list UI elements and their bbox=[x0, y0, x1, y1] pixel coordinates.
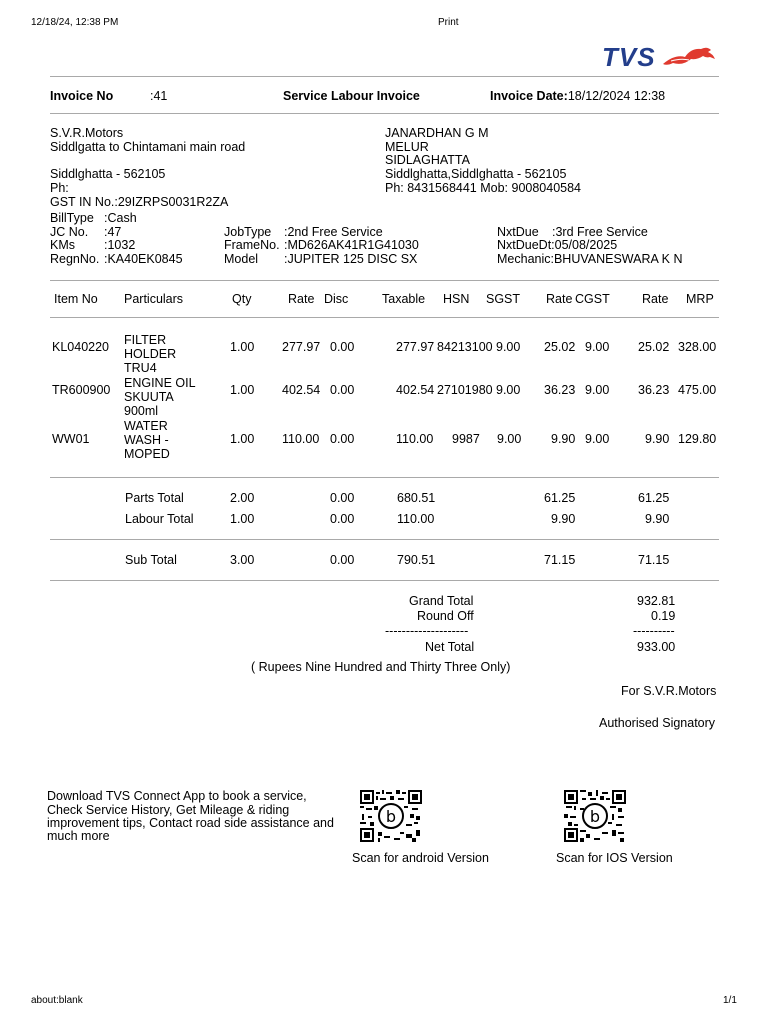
invoice-no-value: :41 bbox=[150, 89, 168, 103]
invoice-date-label: Invoice Date: bbox=[490, 89, 568, 103]
row-sgst: 9.00 bbox=[496, 383, 521, 397]
invoice-type: Service Labour Invoice bbox=[283, 89, 420, 103]
frame-value: :MD626AK41R1G41030 bbox=[284, 238, 419, 252]
nxtdue-label: NxtDue bbox=[497, 225, 539, 239]
row-rate: 402.54 bbox=[282, 383, 321, 397]
divider-table-header bbox=[50, 317, 719, 318]
customer-phone: Ph: 8431568441 Mob: 9008040584 bbox=[385, 181, 582, 195]
divider-table-bottom bbox=[50, 477, 719, 478]
row-rate: 110.00 bbox=[282, 432, 320, 446]
amount-in-words: ( Rupees Nine Hundred and Thirty Three Only) bbox=[251, 660, 511, 674]
summary-dash-right: ---------- bbox=[633, 624, 675, 638]
net-total-label: Net Total bbox=[425, 640, 475, 654]
labour-total-sgst: 9.90 bbox=[551, 512, 576, 526]
promo-line-2: Check Service History, Get Mileage & riding bbox=[47, 803, 290, 817]
sub-total-qty: 3.00 bbox=[230, 553, 255, 567]
th-sgst-rate: Rate bbox=[546, 292, 573, 306]
row-cgst-amt: 9.90 bbox=[645, 432, 670, 446]
authorised-signatory: Authorised Signatory bbox=[599, 716, 716, 730]
labour-total-cgst: 9.90 bbox=[645, 512, 670, 526]
promo-line-1: Download TVS Connect App to book a service, bbox=[47, 789, 307, 803]
row-qty: 1.00 bbox=[230, 432, 255, 446]
invoice-no-label: Invoice No bbox=[50, 89, 114, 103]
th-cgst-rate: Rate bbox=[642, 292, 669, 306]
tvs-logo bbox=[602, 42, 717, 73]
row-taxable: 277.97 bbox=[396, 340, 435, 354]
parts-total-cgst: 61.25 bbox=[638, 491, 670, 505]
th-taxable: Taxable bbox=[382, 292, 426, 306]
jobtype-label: JobType bbox=[224, 225, 272, 239]
parts-total-disc: 0.00 bbox=[330, 491, 355, 505]
row-rate: 277.97 bbox=[282, 340, 321, 354]
regn-label: RegnNo. bbox=[50, 252, 100, 266]
row-cgst: 9.00 bbox=[585, 432, 610, 446]
labour-total-taxable: 110.00 bbox=[397, 512, 435, 526]
parts-total-label: Parts Total bbox=[125, 491, 184, 505]
th-rate: Rate bbox=[288, 292, 315, 306]
row-sgst-amt: 9.90 bbox=[551, 432, 576, 446]
ios-qr-label: Scan for IOS Version bbox=[556, 851, 673, 865]
model-label: Model bbox=[224, 252, 259, 266]
row-cgst: 9.00 bbox=[585, 340, 610, 354]
row-mrp: 475.00 bbox=[678, 383, 717, 397]
row-sgst: 9.00 bbox=[496, 340, 521, 354]
seller-gst: GST IN No.:29IZRPS0031R2ZA bbox=[50, 195, 229, 209]
divider-subtotal bbox=[50, 539, 719, 540]
divider-summary bbox=[50, 580, 719, 581]
nxtdue-value: :3rd Free Service bbox=[552, 225, 648, 239]
row-mrp: 129.80 bbox=[678, 432, 717, 446]
tvs-logo-text: TVS bbox=[602, 42, 656, 72]
row-mrp: 328.00 bbox=[678, 340, 717, 354]
promo-line-4: much more bbox=[47, 829, 110, 843]
row-particulars-2: WASH - bbox=[124, 433, 169, 447]
row-sgst-amt: 36.23 bbox=[544, 383, 576, 397]
grand-total-label: Grand Total bbox=[409, 594, 474, 608]
row-disc: 0.00 bbox=[330, 432, 355, 446]
parts-total-sgst: 61.25 bbox=[544, 491, 576, 505]
row-particulars-2: HOLDER bbox=[124, 347, 177, 361]
row-hsn: 27101980 bbox=[437, 383, 493, 397]
print-page-number: 1/1 bbox=[723, 995, 737, 1006]
print-title: Print bbox=[438, 17, 459, 28]
labour-total-label: Labour Total bbox=[125, 512, 194, 526]
seller-address-2: Siddlghatta - 562105 bbox=[50, 167, 166, 181]
nxtduedt: NxtDueDt:05/08/2025 bbox=[497, 238, 618, 252]
row-disc: 0.00 bbox=[330, 340, 355, 354]
jcno-label: JC No. bbox=[50, 225, 89, 239]
billtype-label: BillType bbox=[50, 211, 94, 225]
jcno-value: :47 bbox=[104, 225, 122, 239]
print-url: about:blank bbox=[31, 995, 83, 1006]
th-sgst: SGST bbox=[486, 292, 521, 306]
row-qty: 1.00 bbox=[230, 340, 255, 354]
print-datetime: 12/18/24, 12:38 PM bbox=[31, 17, 119, 28]
row-cgst: 9.00 bbox=[585, 383, 610, 397]
th-particulars: Particulars bbox=[124, 292, 184, 306]
round-off-value: 0.19 bbox=[651, 609, 676, 623]
row-item: WW01 bbox=[52, 432, 90, 446]
invoice-date-value: 18/12/2024 12:38 bbox=[567, 89, 666, 103]
row-particulars-3: 900ml bbox=[124, 404, 159, 418]
regn-value: :KA40EK0845 bbox=[104, 252, 183, 266]
horse-icon bbox=[661, 44, 717, 70]
seller-address-1: Siddlgatta to Chintamani main road bbox=[50, 140, 246, 154]
labour-total-disc: 0.00 bbox=[330, 512, 355, 526]
model-value: :JUPITER 125 DISC SX bbox=[284, 252, 418, 266]
customer-address-2: SIDLAGHATTA bbox=[385, 153, 470, 167]
for-company: For S.V.R.Motors bbox=[621, 684, 717, 698]
th-item: Item No bbox=[54, 292, 98, 306]
th-mrp: MRP bbox=[686, 292, 714, 306]
sub-total-taxable: 790.51 bbox=[397, 553, 436, 567]
seller-name: S.V.R.Motors bbox=[50, 126, 124, 140]
sub-total-sgst: 71.15 bbox=[544, 553, 576, 567]
sub-total-label: Sub Total bbox=[125, 553, 177, 567]
jobtype-value: :2nd Free Service bbox=[284, 225, 383, 239]
sub-total-cgst: 71.15 bbox=[638, 553, 670, 567]
customer-address-1: MELUR bbox=[385, 140, 429, 154]
th-cgst: CGST bbox=[575, 292, 610, 306]
row-particulars-1: ENGINE OIL bbox=[124, 376, 196, 390]
row-item: TR600900 bbox=[52, 383, 111, 397]
seller-phone: Ph: bbox=[50, 181, 69, 195]
frame-label: FrameNo. bbox=[224, 238, 280, 252]
net-total-value: 933.00 bbox=[637, 640, 676, 654]
row-sgst: 9.00 bbox=[497, 432, 522, 446]
android-qr-label: Scan for android Version bbox=[352, 851, 489, 865]
row-hsn: 9987 bbox=[452, 432, 480, 446]
row-disc: 0.00 bbox=[330, 383, 355, 397]
billtype-value: :Cash bbox=[104, 211, 137, 225]
divider-table-top bbox=[50, 280, 719, 281]
parts-total-qty: 2.00 bbox=[230, 491, 255, 505]
summary-dash-left: -------------------- bbox=[385, 624, 469, 638]
row-item: KL040220 bbox=[52, 340, 110, 354]
row-sgst-amt: 25.02 bbox=[544, 340, 576, 354]
row-taxable: 110.00 bbox=[396, 432, 434, 446]
row-particulars-1: FILTER bbox=[124, 333, 167, 347]
th-qty: Qty bbox=[232, 292, 252, 306]
customer-address-3: Siddlghatta,Siddlghatta - 562105 bbox=[385, 167, 567, 181]
sub-total-disc: 0.00 bbox=[330, 553, 355, 567]
row-particulars-3: TRU4 bbox=[124, 361, 157, 375]
ios-qr-code-icon[interactable] bbox=[564, 790, 626, 842]
kms-label: KMs bbox=[50, 238, 75, 252]
parts-total-taxable: 680.51 bbox=[397, 491, 436, 505]
row-particulars-2: SKUUTA bbox=[124, 390, 174, 404]
labour-total-qty: 1.00 bbox=[230, 512, 255, 526]
row-qty: 1.00 bbox=[230, 383, 255, 397]
customer-name: JANARDHAN G M bbox=[385, 126, 489, 140]
kms-value: :1032 bbox=[104, 238, 136, 252]
promo-line-3: improvement tips, Contact road side assistance and bbox=[47, 816, 334, 830]
row-cgst-amt: 25.02 bbox=[638, 340, 670, 354]
android-qr-code-icon[interactable] bbox=[360, 790, 422, 842]
round-off-label: Round Off bbox=[417, 609, 474, 623]
th-hsn: HSN bbox=[443, 292, 470, 306]
svg-text:b: b bbox=[589, 807, 601, 826]
grand-total-value: 932.81 bbox=[637, 594, 676, 608]
row-taxable: 402.54 bbox=[396, 383, 435, 397]
mechanic: Mechanic:BHUVANESWARA K N bbox=[497, 252, 683, 266]
svg-text:b: b bbox=[385, 807, 397, 826]
divider-header bbox=[50, 113, 719, 114]
divider-top bbox=[50, 76, 719, 77]
invoice-date bbox=[490, 89, 665, 103]
row-cgst-amt: 36.23 bbox=[638, 383, 670, 397]
row-particulars-1: WATER bbox=[124, 419, 168, 433]
row-particulars-3: MOPED bbox=[124, 447, 170, 461]
th-disc: Disc bbox=[324, 292, 349, 306]
row-hsn: 84213100 bbox=[437, 340, 493, 354]
